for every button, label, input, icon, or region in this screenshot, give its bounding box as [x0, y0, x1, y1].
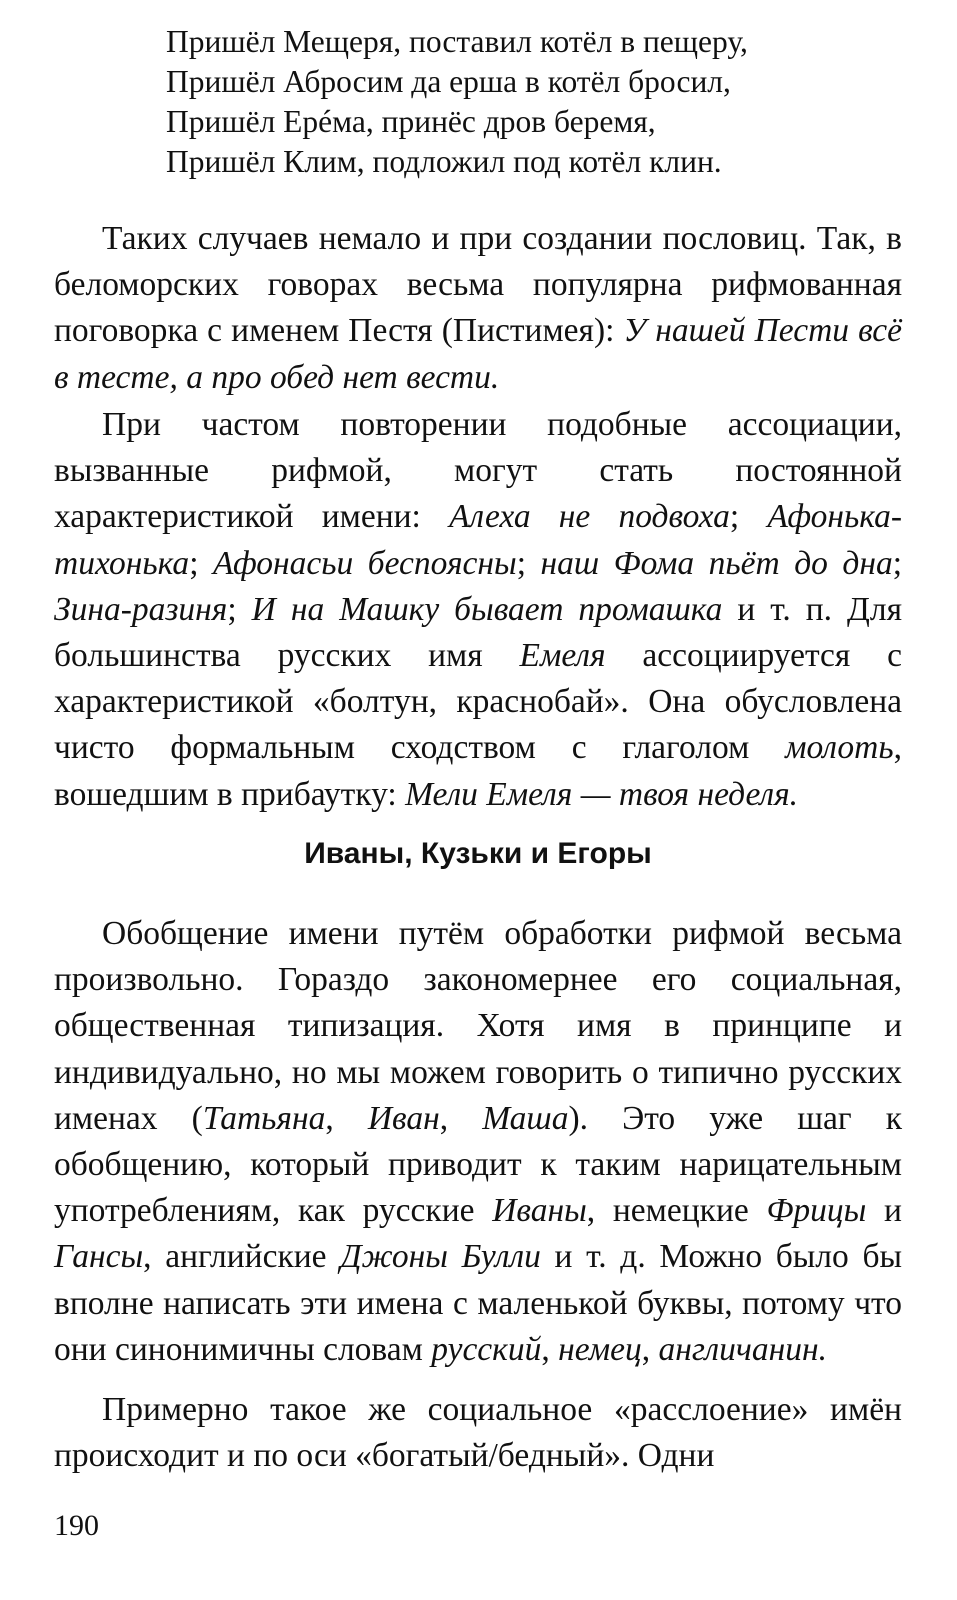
italic-example: Емеля	[519, 637, 606, 675]
italic-example: У нашей Пести всё в тесте, а про обед нет вести.	[54, 312, 902, 396]
italic-example: Зина-разиня	[54, 590, 228, 628]
italic-example: Мели Емеля — твоя неделя.	[405, 775, 799, 813]
verse-line: Пришёл Ерéма, принёс дров беремя,	[166, 104, 656, 139]
paragraph-text: и	[866, 1192, 902, 1230]
book-page	[54, 0, 902, 1600]
italic-example: Афонька-тихонька	[54, 498, 903, 582]
paragraph-text: Таких случаев немало и при создании пословиц. Так, в беломорских говорах весьма популярна рифмованная поговорка с именем Пестя (Пистимея):	[54, 220, 902, 350]
italic-example: Фрицы	[766, 1192, 867, 1230]
paragraph-text: , немецкие	[586, 1192, 767, 1230]
section-heading: Иваны, Кузьки и Егоры	[304, 837, 652, 870]
paragraph-text: и т. д. Можно было бы вполне написать эти имена с маленькой буквы, потому что они синонимичны словам	[54, 1238, 902, 1368]
italic-example: Джоны Булли	[340, 1238, 541, 1276]
paragraph-text: ,	[439, 1099, 483, 1137]
paragraph-name-typing	[54, 911, 902, 1373]
paragraph-text: ;	[227, 590, 252, 628]
italic-example: Маша	[482, 1099, 569, 1137]
paragraph-text: , вошедшим в прибаутку:	[54, 729, 902, 813]
paragraph-social-layering	[54, 1387, 902, 1479]
paragraph-text: ,	[641, 1330, 659, 1368]
paragraph-text: ,	[325, 1099, 368, 1137]
italic-example: наш Фома пьёт до дна	[540, 544, 893, 582]
paragraph-text: Примерно такое же социальное «расслоение» имён происходит и по оси «богатый/бедный». Одни	[54, 1391, 902, 1475]
paragraph-text: ;	[516, 544, 541, 582]
paragraph-text: и т. п. Для большинства русских имя	[54, 590, 902, 675]
paragraph-text: При частом повторении подобные ассоциации, вызванные рифмой, могут стать постоянной характеристикой имени:	[54, 406, 902, 536]
paragraph-text: Обобщение имени путём обработки рифмой весьма произвольно. Гораздо закономернее его социальная, общественная типизация. Хотя имя в принципе и индивидуально, но мы можем говорить о типично русских именах (	[54, 915, 902, 1137]
italic-example: Татьяна	[202, 1099, 326, 1137]
paragraph-text: ). Это уже шаг к обобщению, который приводит к таким нарицательным употреблениям, как русские	[54, 1099, 903, 1230]
paragraph-rhyme-associations	[54, 402, 902, 818]
verse-line: Пришёл Мещеря, поставил котёл в пещеру,	[166, 24, 748, 59]
italic-example: Иван	[367, 1099, 440, 1137]
paragraph-text: ;	[729, 498, 768, 536]
italic-example: русский	[431, 1330, 542, 1368]
italic-example: Гансы	[54, 1238, 144, 1276]
verse-line: Пришёл Абросим да ерша в котёл бросил,	[166, 64, 731, 99]
verse-line: Пришёл Клим, подложил под котёл клин.	[166, 144, 722, 179]
page-number: 190	[54, 1509, 99, 1542]
italic-example: молоть	[785, 729, 894, 767]
paragraph-text: ассоциируется с характеристикой «болтун, краснобай». Она обусловлена чисто формальным сходством с глаголом	[54, 637, 902, 767]
paragraph-text: ;	[189, 544, 213, 582]
paragraph-text: , английские	[143, 1238, 341, 1276]
paragraph-text: ;	[892, 544, 903, 582]
italic-example: Иваны	[492, 1192, 587, 1230]
italic-example: И на Машку бывает промашка	[251, 590, 723, 628]
italic-example: Афонасьи беспоясны	[212, 544, 517, 582]
italic-example: немец	[558, 1330, 642, 1368]
italic-example: англичанин.	[658, 1330, 827, 1368]
paragraph-text: ,	[541, 1330, 559, 1368]
verse-block	[166, 22, 748, 182]
paragraph-proverbs	[54, 216, 902, 401]
italic-example: Алеха не подвоха	[449, 498, 730, 536]
